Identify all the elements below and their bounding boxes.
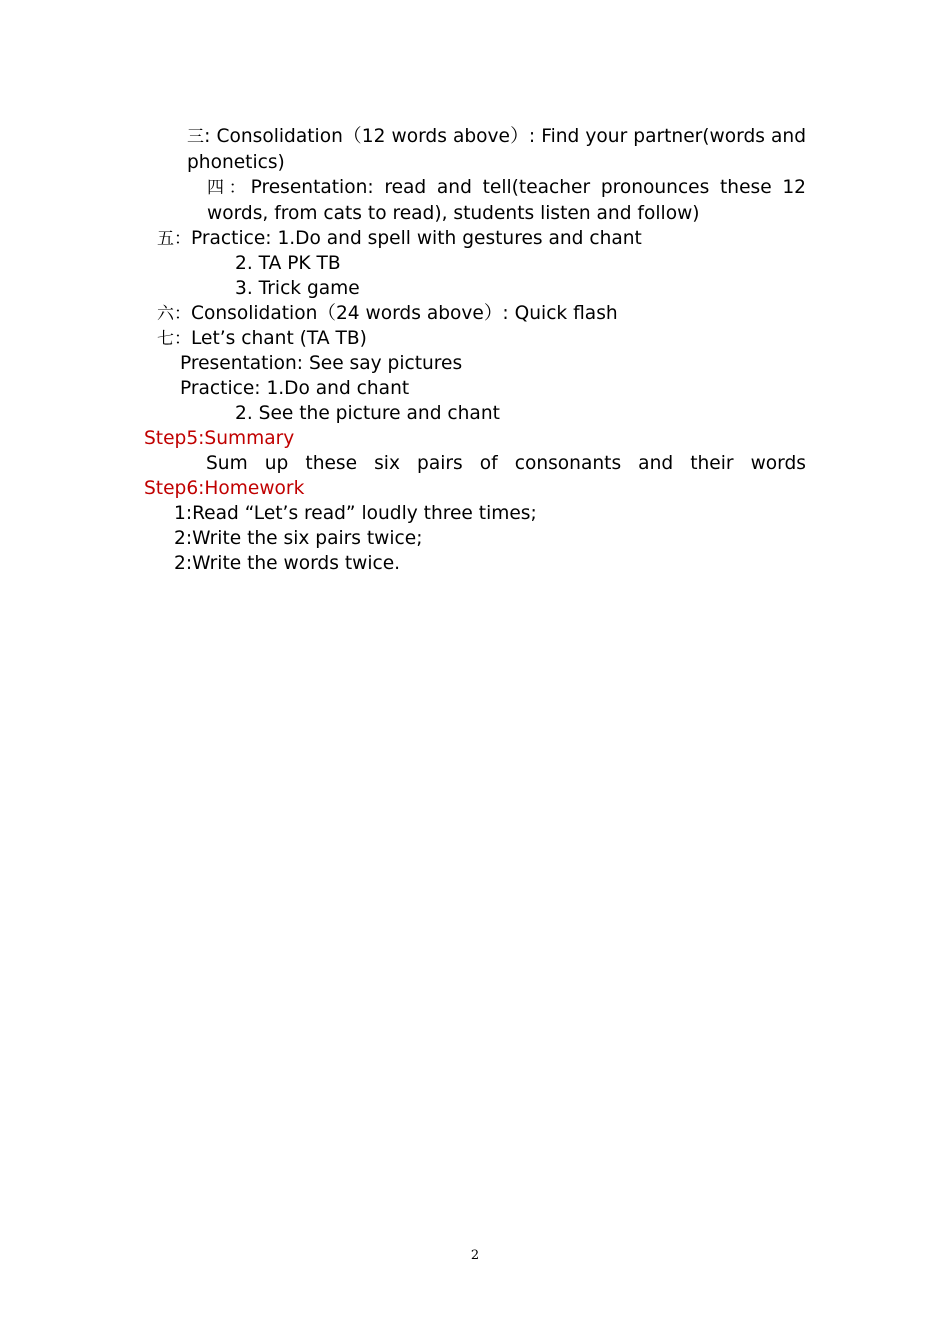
item-marker: 七 (157, 329, 174, 349)
item-text: Presentation: See say pictures (180, 353, 463, 374)
item-sub-see-picture (144, 401, 806, 426)
homework-item: 2:Write the words twice. (174, 553, 401, 574)
homework-item: 2:Write the six pairs twice; (174, 528, 423, 549)
item-presentation-read-tell (144, 175, 806, 226)
step5-heading: Step5:Summary (144, 428, 295, 449)
item-lets-chant (144, 326, 806, 351)
item-text: 2. See the picture and chant (235, 403, 500, 424)
item-sub-presentation (144, 351, 806, 376)
item-text: Consolidation（24 words above）: Quick flash (191, 303, 618, 324)
item-separator: ： (174, 304, 191, 324)
item-sub-trick-game (144, 276, 806, 301)
item-text: 2. TA PK TB (235, 253, 341, 274)
item-text: 3. Trick game (235, 278, 360, 299)
step5-summary-text: Sum up these six pairs of consonants and their words (206, 453, 806, 474)
item-marker: 四 (207, 178, 229, 198)
item-text: Practice: 1.Do and chant (180, 378, 410, 399)
item-text: Consolidation（12 words above）: Find your partner(words and phonetics) (187, 126, 807, 173)
item-consolidation-24 (144, 301, 806, 326)
item-text: Practice: 1.Do and spell with gestures and chant (191, 228, 642, 249)
item-sub-ta-pk-tb (144, 251, 806, 276)
document-body (144, 124, 806, 576)
step6-heading: Step6:Homework (144, 478, 305, 499)
item-sub-practice (144, 376, 806, 401)
item-separator: ： (174, 229, 191, 249)
item-separator: ： (174, 329, 191, 349)
item-marker: 三 (187, 127, 205, 147)
item-separator: : (204, 126, 211, 147)
page-number: 2 (470, 1248, 480, 1263)
item-text: Presentation: read and tell(teacher pronounces these 12 words, from cats to read), students listen and follow) (207, 177, 807, 224)
item-text: Let’s chant (TA TB) (191, 328, 367, 349)
homework-item: 1:Read “Let’s read” loudly three times; (174, 503, 537, 524)
item-consolidation-12 (144, 124, 806, 175)
item-practice (144, 226, 806, 251)
item-marker: 五 (157, 229, 174, 249)
item-marker: 六 (157, 304, 174, 324)
item-separator: ： (228, 178, 251, 198)
